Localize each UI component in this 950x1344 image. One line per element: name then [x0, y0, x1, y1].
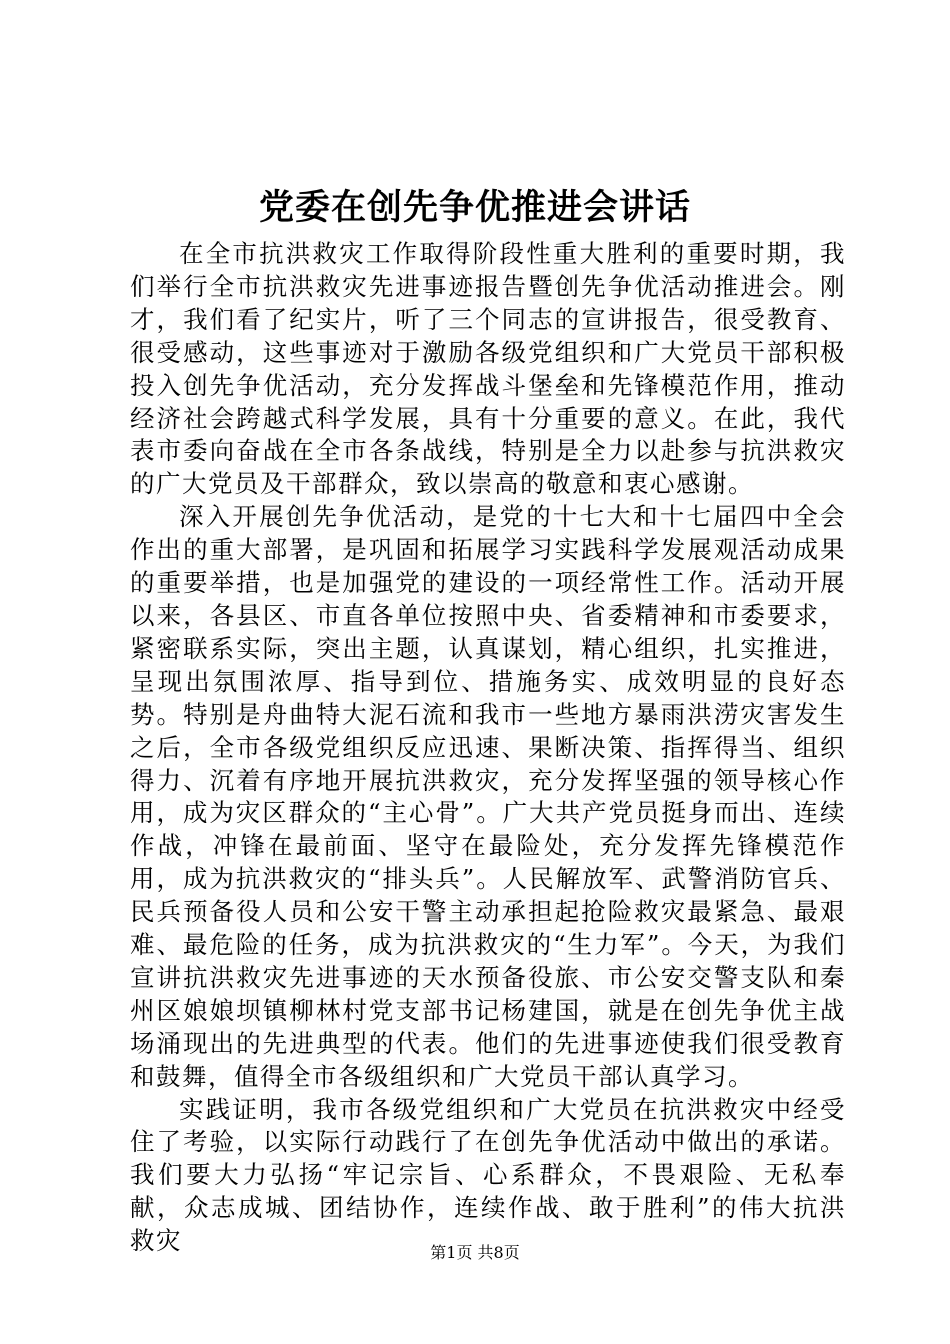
document-body — [130, 238, 846, 1258]
page-number-footer: 第1页 共8页 — [430, 1243, 520, 1262]
paragraph-1: 在全市抗洪救灾工作取得阶段性重大胜利的重要时期，我们举行全市抗洪救灾先进事迹报告暨创先争优活动推进会。刚才，我们看了纪实片，听了三个同志的宣讲报告，很受教育、很受感动，这些事迹对于激励各级党组织和广大党员干部积极投入创先争优活动，充分发挥战斗堡垒和先锋模范作用，推动经济社会跨越式科学发展，具有十分重要的意义。在此，我代表市委向奋战在全市各条战线，特别是全力以赴参与抗洪救灾的广大党员及干部群众，致以崇高的敬意和衷心感谢。 — [130, 239, 846, 499]
paragraph-3: 实践证明，我市各级党组织和广大党员在抗洪救灾中经受住了考验，以实际行动践行了在创先争优活动中做出的承诺。我们要大力弘扬“牢记宗旨、心系群众，不畏艰险、无私奉献，众志成城、团结协作，连续作战、敢于胜利”的伟大抗洪救灾 — [130, 1094, 846, 1256]
paragraph-2: 深入开展创先争优活动，是党的十七大和十七届四中全会作出的重大部署，是巩固和拓展学习实践科学发展观活动成果的重要举措，也是加强党的建设的一项经常性工作。活动开展以来，各县区、市直各单位按照中央、省委精神和市委要求，紧密联系实际，突出主题，认真谋划，精心组织，扎实推进，呈现出氛围浓厚、指导到位、措施务实、成效明显的良好态势。特别是舟曲特大泥石流和我市一些地方暴雨洪涝灾害发生之后，全市各级党组织反应迅速、果断决策、指挥得当、组织得力、沉着有序地开展抗洪救灾，充分发挥坚强的领导核心作用，成为灾区群众的“主心骨”。广大共产党员挺身而出、连续作战，冲锋在最前面、坚守在最险处，充分发挥先锋模范作用，成为抗洪救灾的“排头兵”。人民解放军、武警消防官兵、民兵预备役人员和公安干警主动承担起抢险救灾最紧急、最艰难、最危险的任务，成为抗洪救灾的“生力军”。今天，为我们宣讲抗洪救灾先进事迹的天水预备役旅、市公安交警支队和秦州区娘娘坝镇柳林村党支部书记杨建国，就是在创先争优主战场涌现出的先进典型的代表。他们的先进事迹使我们很受教育和鼓舞，值得全市各级组织和广大党员干部认真学习。 — [130, 502, 846, 1091]
document-title: 党委在创先争优推进会讲话 — [258, 187, 691, 228]
